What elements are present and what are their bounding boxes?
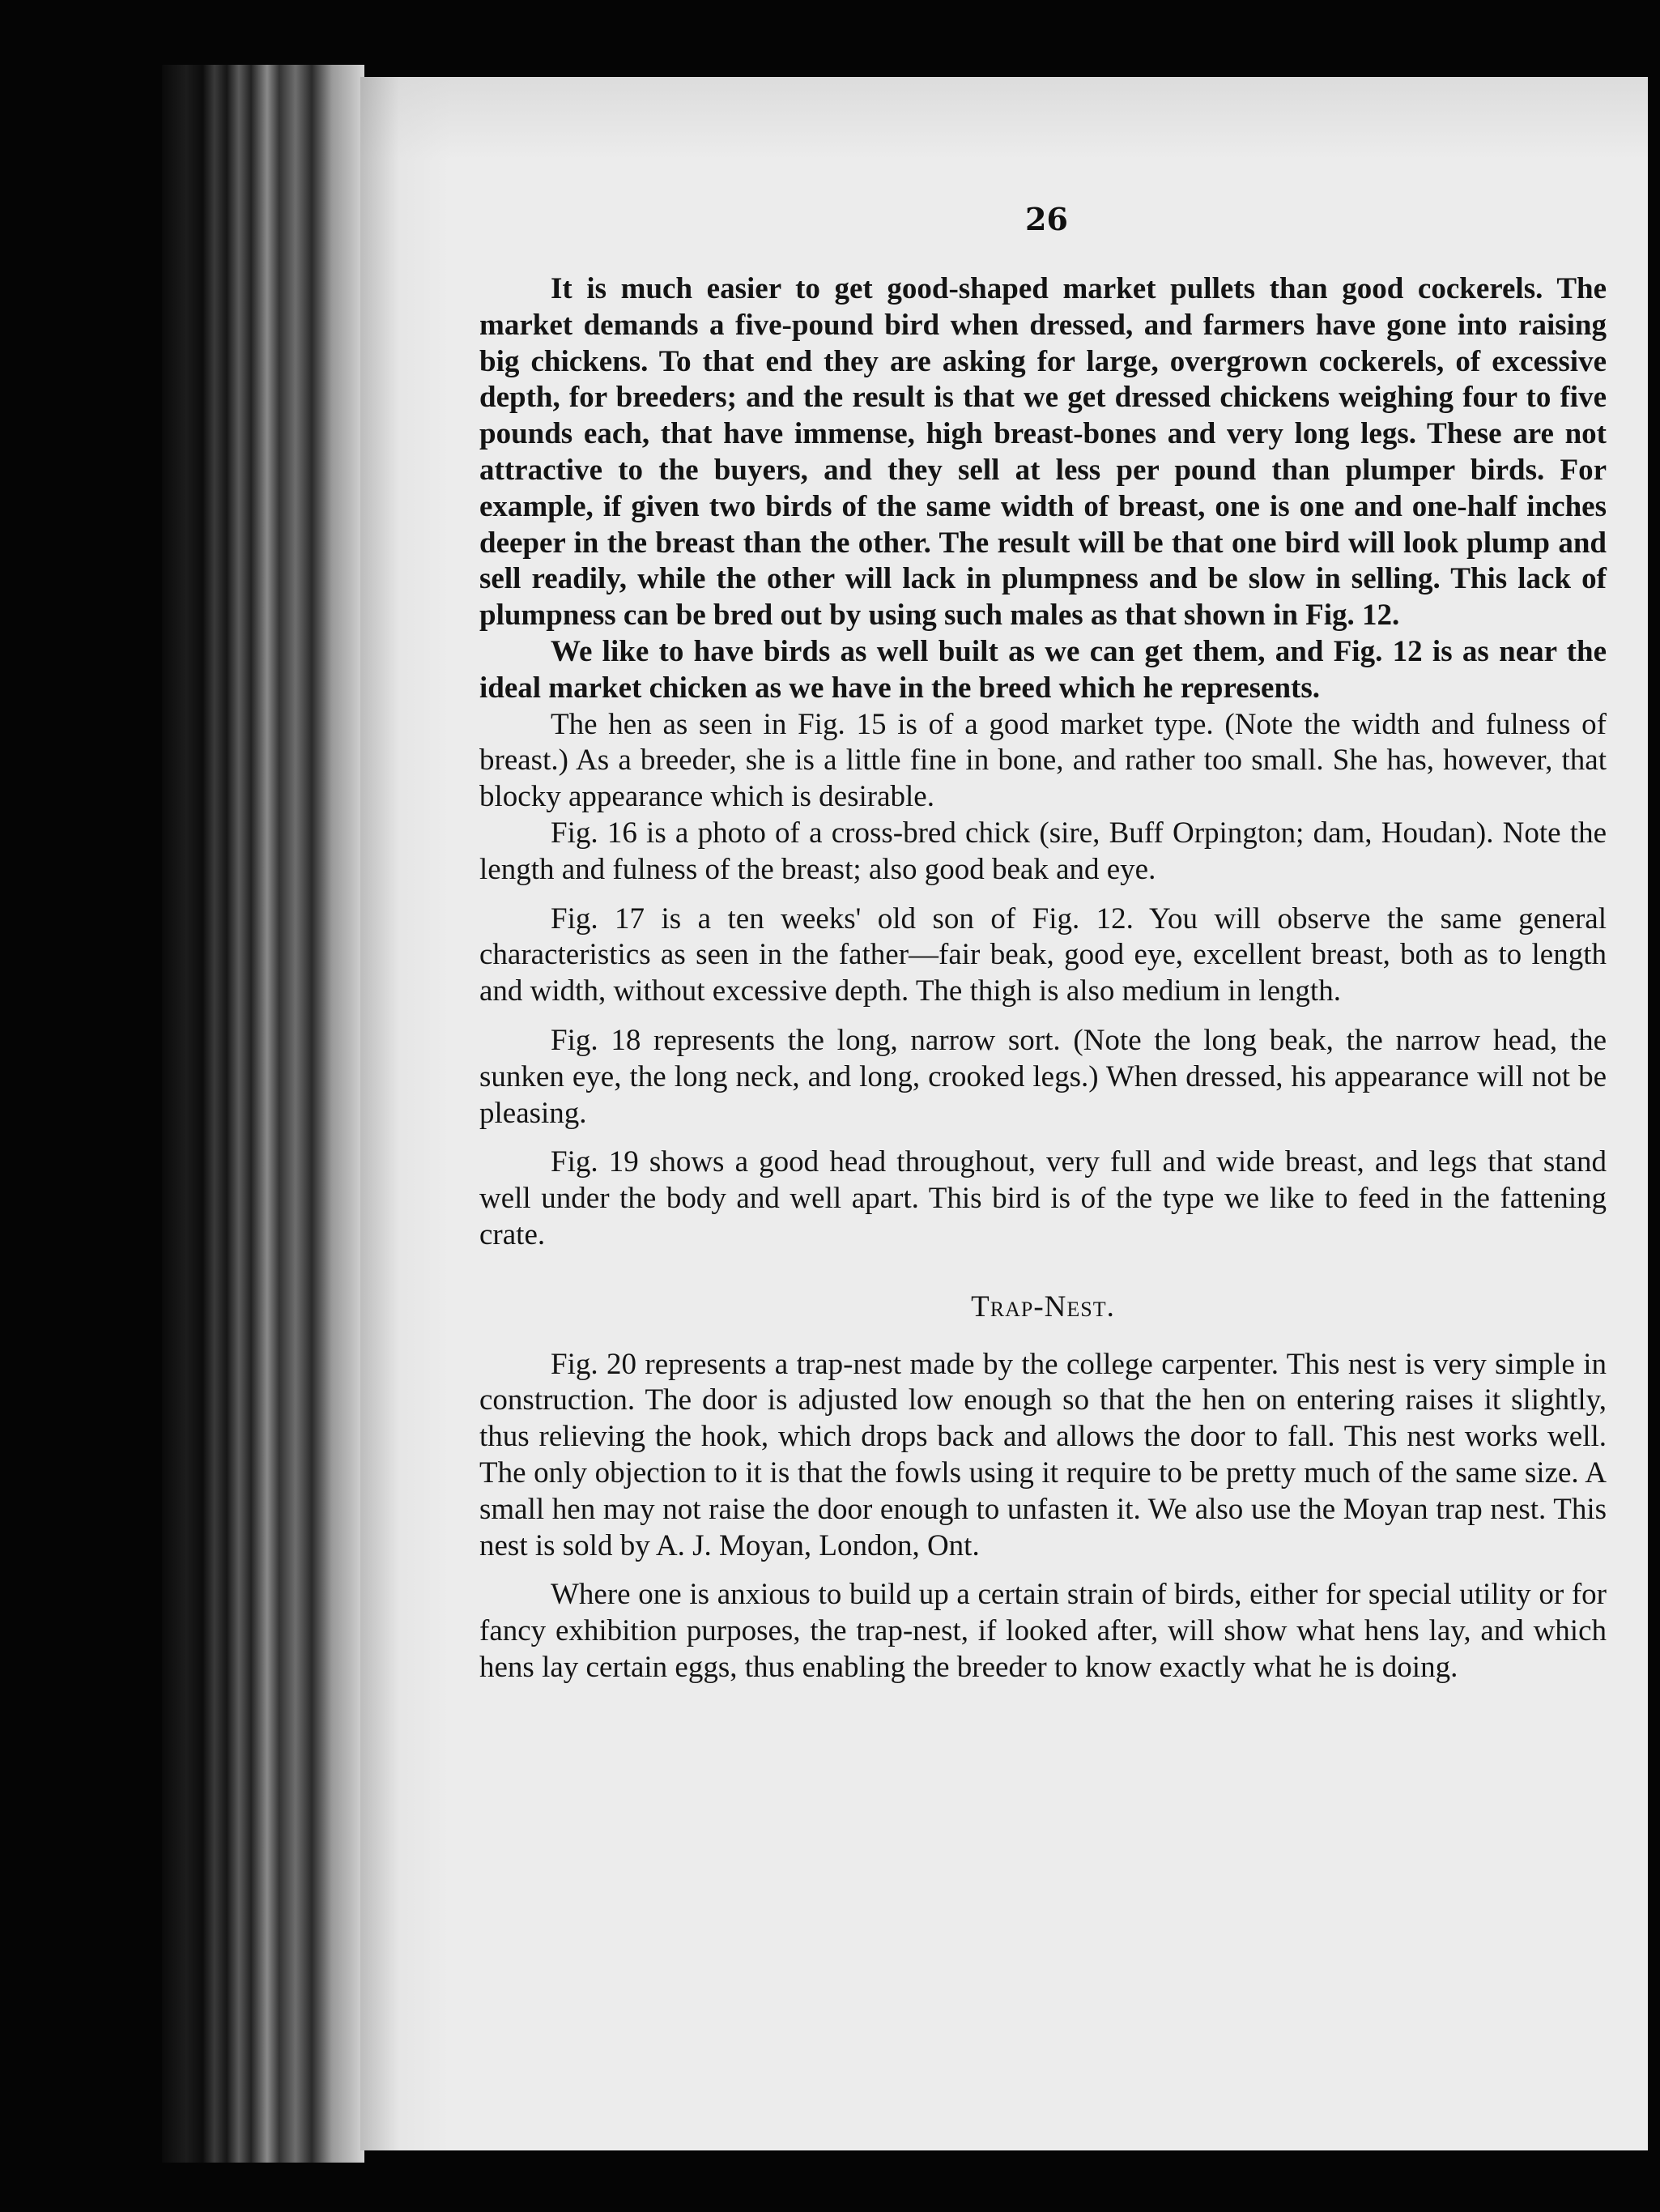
section-heading: Trap-Nest. (971, 1289, 1115, 1323)
paragraph-fig-20: Fig. 20 represents a trap-nest made by the college carpenter. This nest is very simple in construction. The door is adjusted low enough so that the hen on entering raises it slightly, thus relieving the hook, which drops back and allows the door to fall. This nest works well. The only objection to it is that the fowls using it require to be pretty much of the same size. A small hen may not raise the door enough to unfasten it. We also use the Moyan trap nest. This nest is sold by A. J. Moyan, London, Ont. (479, 1347, 1607, 1562)
paragraph-fig-15: The hen as seen in Fig. 15 is of a good market type. (Note the width and fulness of breast.) As a breeder, she is a little fine in bone, and rather too small. She has, however, that blocky appearance which is desirable. (479, 707, 1607, 814)
paragraph-fig-17: Fig. 17 is a ten weeks' old son of Fig. 12. You will observe the same general characteristics as seen in the father—fair beak, good eye, excellent breast, both as to length and width, without excessive depth. The thigh is also medium in length. (479, 901, 1607, 1008)
paragraph-fig-16: Fig. 16 is a photo of a cross-bred chick (sire, Buff Orpington; dam, Houdan). Note the length and fulness of the breast; also good beak and eye. (479, 816, 1607, 886)
page-number: 26 (1025, 201, 1068, 237)
paragraph-fig-19: Fig. 19 shows a good head throughout, very full and wide breast, and legs that stand well under the body and well apart. This bird is of the type we like to feed in the fattening crate. (479, 1145, 1607, 1251)
book-spine (162, 65, 364, 2163)
paragraph-trap-nest-use: Where one is anxious to build up a certain strain of birds, either for special utility or for fancy exhibition purposes, the trap-nest, if looked after, will show what hens lay, and which hens lay certain eggs, thus enabling the breeder to know exactly what he is doing. (479, 1578, 1607, 1684)
page-body (479, 271, 1607, 1686)
paragraph-fig-18: Fig. 18 represents the long, narrow sort. (Note the long beak, the narrow head, the sunken eye, the long neck, and long, crooked legs.) When dressed, his appearance will not be pleasing. (479, 1023, 1607, 1130)
paragraph-market-pullets: It is much easier to get good-shaped market pullets than good cockerels. The market demands a five-pound bird when dressed, and farmers have gone into raising big chickens. To that end they are asking for large, overgrown cockerels, of excessive depth, for breeders; and the result is that we get dressed chickens weighing four to five pounds each, that have immense, high breast-bones and very long legs. These are not attractive to the buyers, and they sell at less per pound than plumper birds. For example, if given two birds of the same width of breast, one is one and one-half inches deeper in the breast than the other. The result will be that one bird will look plump and sell readily, while the other will lack in plumpness and be slow in selling. This lack of plumpness can be bred out by using such males as that shown in Fig. 12. (479, 272, 1607, 633)
paragraph-fig-12: We like to have birds as well built as we can get them, and Fig. 12 is as near the ideal market chicken as we have in the breed which he represents. (479, 634, 1607, 705)
